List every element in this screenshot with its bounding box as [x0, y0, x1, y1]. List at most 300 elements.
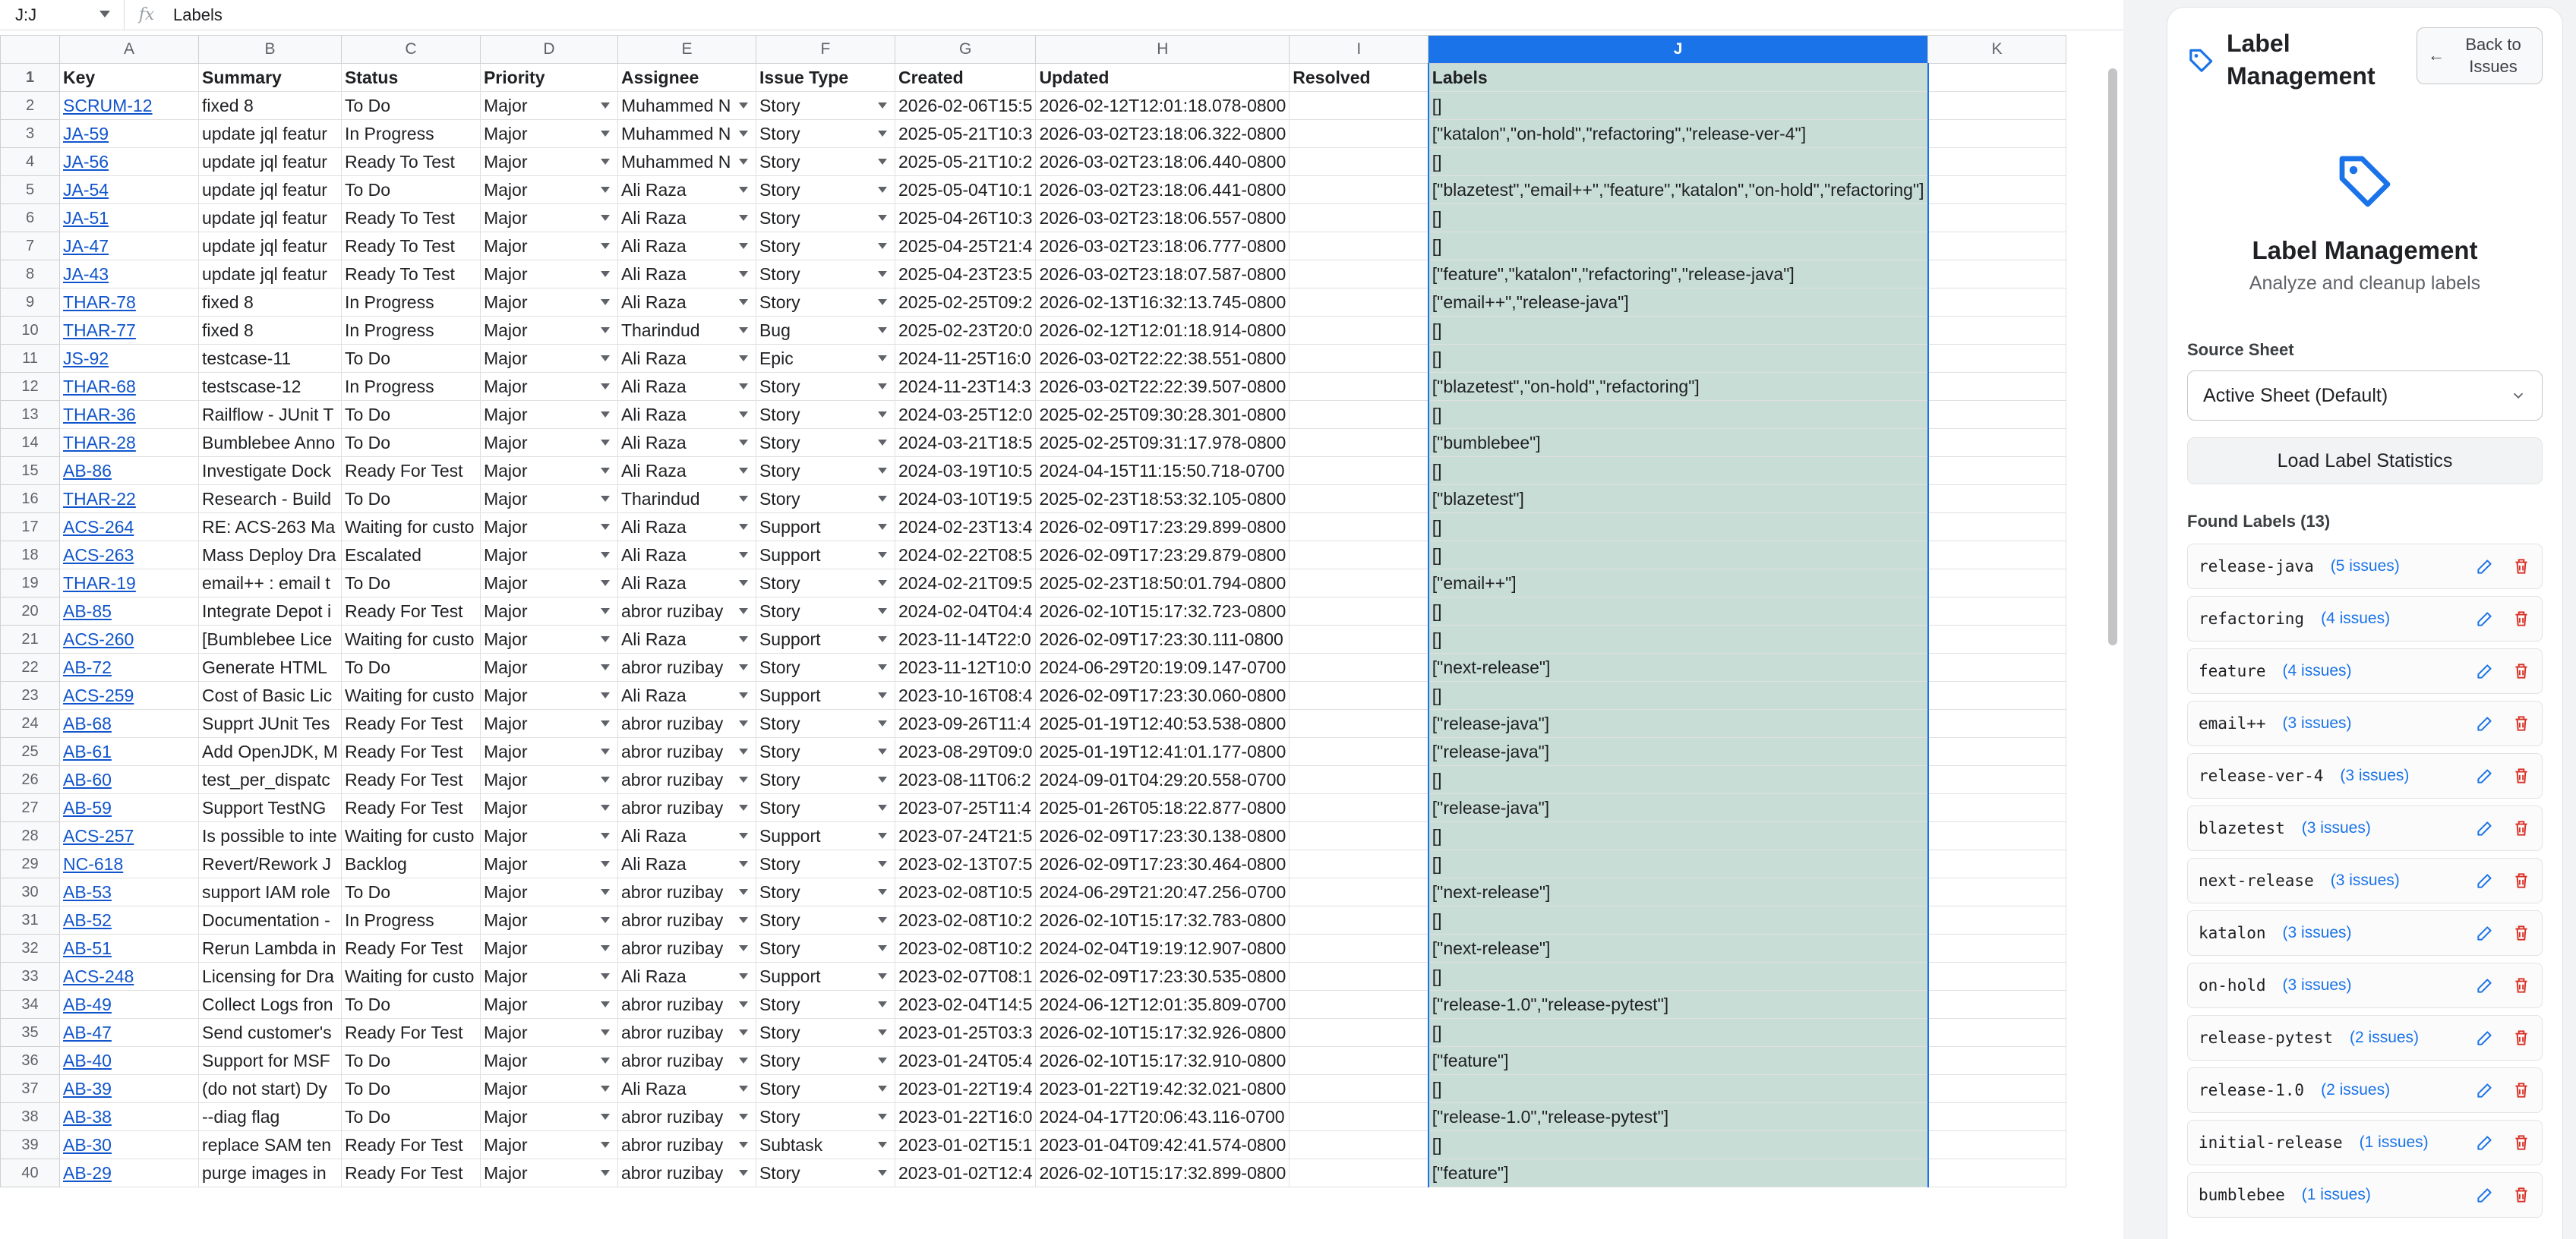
row-number[interactable]: 4	[1, 148, 60, 176]
cell[interactable]: Major	[480, 738, 617, 766]
cell[interactable]: update jql featur	[199, 232, 342, 260]
cell[interactable]: ["release-java"]	[1428, 738, 1928, 766]
cell[interactable]: ["blazetest"]	[1428, 485, 1928, 513]
cell[interactable]	[1928, 429, 2066, 457]
cell[interactable]	[1928, 513, 2066, 541]
trash-icon[interactable]	[2510, 922, 2533, 944]
cell[interactable]: 2026-03-02T23:18:07.587-0800	[1036, 260, 1290, 288]
cell[interactable]: Major	[480, 1019, 617, 1047]
cell[interactable]: Ali Raza	[617, 541, 756, 569]
label-issue-count[interactable]: (1 issues)	[2359, 1133, 2429, 1152]
cell[interactable]: 2024-09-01T04:29:20.558-0700	[1036, 766, 1290, 794]
cell[interactable]: Revert/Rework J	[199, 850, 342, 878]
cell[interactable]	[1290, 738, 1428, 766]
issue-key-link[interactable]: AB-40	[60, 1047, 199, 1075]
cell[interactable]	[1928, 232, 2066, 260]
cell[interactable]	[1290, 485, 1428, 513]
cell[interactable]: Story	[756, 569, 895, 597]
cell[interactable]: Ali Raza	[617, 513, 756, 541]
cell[interactable]: Story	[756, 850, 895, 878]
cell[interactable]	[1290, 766, 1428, 794]
cell[interactable]	[1290, 401, 1428, 429]
column-header-k[interactable]: K	[1928, 36, 2066, 64]
trash-icon[interactable]	[2510, 817, 2533, 840]
cell[interactable]: Ready To Test	[341, 148, 480, 176]
cell[interactable]: Rerun Lambda in	[199, 935, 342, 963]
cell[interactable]: Issue Type	[756, 64, 895, 92]
cell[interactable]: support IAM role	[199, 878, 342, 906]
row-number[interactable]: 11	[1, 345, 60, 373]
cell[interactable]: Ali Raza	[617, 429, 756, 457]
cell[interactable]	[1928, 457, 2066, 485]
cell[interactable]: 2025-05-04T10:1	[895, 176, 1035, 204]
cell[interactable]: []	[1428, 541, 1928, 569]
cell[interactable]	[1928, 654, 2066, 682]
cell[interactable]: Story	[756, 373, 895, 401]
cell[interactable]: Story	[756, 738, 895, 766]
row-number[interactable]: 22	[1, 654, 60, 682]
issue-key-link[interactable]: AB-86	[60, 457, 199, 485]
cell[interactable]	[1290, 120, 1428, 148]
cell[interactable]: Ali Raza	[617, 401, 756, 429]
cell[interactable]	[1928, 204, 2066, 232]
row-number[interactable]: 29	[1, 850, 60, 878]
cell[interactable]: 2024-04-15T11:15:50.718-0700	[1036, 457, 1290, 485]
cell[interactable]: In Progress	[341, 120, 480, 148]
cell[interactable]: testcase-11	[199, 345, 342, 373]
cell[interactable]: 2023-08-29T09:0	[895, 738, 1035, 766]
edit-icon[interactable]	[2473, 1026, 2496, 1049]
cell[interactable]: 2024-03-21T18:5	[895, 429, 1035, 457]
cell[interactable]	[1290, 878, 1428, 906]
cell[interactable]: Story	[756, 92, 895, 120]
cell[interactable]: Major	[480, 1103, 617, 1131]
cell[interactable]: 2024-04-17T20:06:43.116-0700	[1036, 1103, 1290, 1131]
cell[interactable]: 2026-03-02T22:22:39.507-0800	[1036, 373, 1290, 401]
cell[interactable]: 2026-02-13T16:32:13.745-0800	[1036, 288, 1290, 317]
row-number[interactable]: 7	[1, 232, 60, 260]
issue-key-link[interactable]: AB-47	[60, 1019, 199, 1047]
row-number[interactable]: 36	[1, 1047, 60, 1075]
label-issue-count[interactable]: (3 issues)	[2301, 819, 2371, 837]
column-header-e[interactable]: E	[617, 36, 756, 64]
cell[interactable]: Status	[341, 64, 480, 92]
cell[interactable]: fixed 8	[199, 92, 342, 120]
cell[interactable]: test_per_dispatc	[199, 766, 342, 794]
cell[interactable]: fixed 8	[199, 288, 342, 317]
cell[interactable]: Ali Raza	[617, 373, 756, 401]
cell[interactable]	[1290, 429, 1428, 457]
cell[interactable]: Research - Build	[199, 485, 342, 513]
cell[interactable]: ["next-release"]	[1428, 654, 1928, 682]
cell[interactable]	[1290, 1047, 1428, 1075]
cell[interactable]: Muhammed N	[617, 92, 756, 120]
cell[interactable]	[1290, 682, 1428, 710]
cell[interactable]: Ready To Test	[341, 232, 480, 260]
cell[interactable]	[1928, 991, 2066, 1019]
cell[interactable]: 2026-02-09T17:23:29.879-0800	[1036, 541, 1290, 569]
edit-icon[interactable]	[2473, 922, 2496, 944]
cell[interactable]: Story	[756, 457, 895, 485]
row-number[interactable]: 15	[1, 457, 60, 485]
cell[interactable]: To Do	[341, 991, 480, 1019]
cell[interactable]: 2023-01-22T19:4	[895, 1075, 1035, 1103]
cell[interactable]	[1290, 288, 1428, 317]
issue-key-link[interactable]: ACS-257	[60, 822, 199, 850]
cell[interactable]: Ali Raza	[617, 457, 756, 485]
label-issue-count[interactable]: (5 issues)	[2330, 557, 2400, 575]
row-number[interactable]: 28	[1, 822, 60, 850]
cell[interactable]: ["feature"]	[1428, 1159, 1928, 1187]
issue-key-link[interactable]: ACS-264	[60, 513, 199, 541]
vertical-scrollbar[interactable]	[2108, 68, 2117, 645]
cell[interactable]: Major	[480, 260, 617, 288]
cell[interactable]: Major	[480, 1047, 617, 1075]
cell[interactable]: To Do	[341, 1047, 480, 1075]
cell[interactable]: ["feature","katalon","refactoring","release-java"]	[1428, 260, 1928, 288]
cell[interactable]: Bug	[756, 317, 895, 345]
cell[interactable]	[1928, 1047, 2066, 1075]
issue-key-link[interactable]: ACS-260	[60, 626, 199, 654]
cell[interactable]: Story	[756, 991, 895, 1019]
cell[interactable]: Major	[480, 345, 617, 373]
cell[interactable]: Support	[756, 682, 895, 710]
cell[interactable]: 2023-09-26T11:4	[895, 710, 1035, 738]
cell[interactable]	[1290, 991, 1428, 1019]
cell[interactable]: Escalated	[341, 541, 480, 569]
cell[interactable]	[1290, 963, 1428, 991]
trash-icon[interactable]	[2510, 869, 2533, 892]
cell[interactable]: Ready For Test	[341, 457, 480, 485]
cell[interactable]: Major	[480, 1159, 617, 1187]
cell[interactable]: Story	[756, 1103, 895, 1131]
label-issue-count[interactable]: (3 issues)	[2282, 714, 2352, 733]
cell[interactable]: Ready For Test	[341, 1159, 480, 1187]
cell[interactable]: (do not start) Dy	[199, 1075, 342, 1103]
cell[interactable]	[1928, 597, 2066, 626]
row-number[interactable]: 32	[1, 935, 60, 963]
cell[interactable]: 2026-02-09T17:23:30.464-0800	[1036, 850, 1290, 878]
cell[interactable]: 2026-02-10T15:17:32.723-0800	[1036, 597, 1290, 626]
cell[interactable]: Major	[480, 541, 617, 569]
cell[interactable]: 2023-11-14T22:0	[895, 626, 1035, 654]
cell[interactable]	[1290, 148, 1428, 176]
cell[interactable]: Major	[480, 120, 617, 148]
cell[interactable]	[1928, 1075, 2066, 1103]
row-number[interactable]: 24	[1, 710, 60, 738]
cell[interactable]	[1290, 457, 1428, 485]
trash-icon[interactable]	[2510, 712, 2533, 735]
cell[interactable]	[1290, 92, 1428, 120]
cell[interactable]: Major	[480, 1075, 617, 1103]
cell[interactable]: []	[1428, 766, 1928, 794]
cell[interactable]: 2023-01-22T16:0	[895, 1103, 1035, 1131]
cell[interactable]: Major	[480, 850, 617, 878]
cell[interactable]: Ready For Test	[341, 794, 480, 822]
cell[interactable]: email++ : email t	[199, 569, 342, 597]
cell[interactable]: Story	[756, 1075, 895, 1103]
cell[interactable]	[1928, 794, 2066, 822]
cell[interactable]: 2026-03-02T23:18:06.322-0800	[1036, 120, 1290, 148]
cell[interactable]: Story	[756, 878, 895, 906]
cell[interactable]: Story	[756, 260, 895, 288]
issue-key-link[interactable]: AB-61	[60, 738, 199, 766]
cell[interactable]: Ready To Test	[341, 204, 480, 232]
cell[interactable]: Major	[480, 766, 617, 794]
cell[interactable]: ["release-1.0","release-pytest"]	[1428, 991, 1928, 1019]
back-to-issues-button[interactable]: ← Back to Issues	[2417, 27, 2543, 84]
row-number[interactable]: 33	[1, 963, 60, 991]
issue-key-link[interactable]: AB-52	[60, 906, 199, 935]
cell[interactable]	[1290, 317, 1428, 345]
cell[interactable]: Major	[480, 878, 617, 906]
cell[interactable]: Story	[756, 429, 895, 457]
cell[interactable]: 2025-02-23T18:53:32.105-0800	[1036, 485, 1290, 513]
row-number[interactable]: 38	[1, 1103, 60, 1131]
issue-key-link[interactable]: AB-72	[60, 654, 199, 682]
trash-icon[interactable]	[2510, 1131, 2533, 1154]
cell[interactable]: 2025-02-25T09:31:17.978-0800	[1036, 429, 1290, 457]
cell[interactable]	[1928, 288, 2066, 317]
cell[interactable]: fixed 8	[199, 317, 342, 345]
cell[interactable]	[1928, 682, 2066, 710]
cell[interactable]: abror ruzibay	[617, 710, 756, 738]
issue-key-link[interactable]: THAR-28	[60, 429, 199, 457]
cell[interactable]: 2024-02-04T04:4	[895, 597, 1035, 626]
issue-key-link[interactable]: ACS-259	[60, 682, 199, 710]
cell[interactable]: 2026-03-02T23:18:06.441-0800	[1036, 176, 1290, 204]
cell[interactable]: []	[1428, 513, 1928, 541]
cell[interactable]: Major	[480, 682, 617, 710]
row-number[interactable]: 30	[1, 878, 60, 906]
issue-key-link[interactable]: JA-43	[60, 260, 199, 288]
cell[interactable]: Muhammed N	[617, 148, 756, 176]
row-number[interactable]: 40	[1, 1159, 60, 1187]
cell[interactable]	[1928, 148, 2066, 176]
cell[interactable]: Story	[756, 401, 895, 429]
cell[interactable]: []	[1428, 597, 1928, 626]
cell[interactable]	[1290, 597, 1428, 626]
cell[interactable]	[1290, 1075, 1428, 1103]
cell[interactable]: In Progress	[341, 317, 480, 345]
cell[interactable]	[1928, 935, 2066, 963]
cell[interactable]: Labels	[1428, 64, 1928, 92]
cell[interactable]: []	[1428, 963, 1928, 991]
cell[interactable]: Major	[480, 991, 617, 1019]
cell[interactable]	[1290, 176, 1428, 204]
cell[interactable]: []	[1428, 822, 1928, 850]
cell[interactable]: 2026-02-09T17:23:30.138-0800	[1036, 822, 1290, 850]
cell[interactable]: In Progress	[341, 288, 480, 317]
row-number[interactable]: 27	[1, 794, 60, 822]
cell[interactable]: []	[1428, 204, 1928, 232]
cell[interactable]: Support for MSF	[199, 1047, 342, 1075]
row-number[interactable]: 17	[1, 513, 60, 541]
cell[interactable]: To Do	[341, 1103, 480, 1131]
cell[interactable]: 2024-03-19T10:5	[895, 457, 1035, 485]
cell[interactable]	[1290, 906, 1428, 935]
cell[interactable]: Ready For Test	[341, 597, 480, 626]
issue-key-link[interactable]: JA-56	[60, 148, 199, 176]
edit-icon[interactable]	[2473, 1131, 2496, 1154]
cell[interactable]: 2023-02-07T08:1	[895, 963, 1035, 991]
cell[interactable]	[1928, 850, 2066, 878]
cell[interactable]: []	[1428, 1075, 1928, 1103]
cell[interactable]: Story	[756, 204, 895, 232]
cell[interactable]	[1928, 1131, 2066, 1159]
edit-icon[interactable]	[2473, 712, 2496, 735]
cell[interactable]: Generate HTML	[199, 654, 342, 682]
cell[interactable]: Investigate Dock	[199, 457, 342, 485]
cell[interactable]: 2023-07-24T21:5	[895, 822, 1035, 850]
column-header-d[interactable]: D	[480, 36, 617, 64]
cell[interactable]: []	[1428, 457, 1928, 485]
cell[interactable]: 2026-02-09T17:23:30.060-0800	[1036, 682, 1290, 710]
cell[interactable]: To Do	[341, 1075, 480, 1103]
cell[interactable]: Ready For Test	[341, 766, 480, 794]
cell[interactable]: Ali Raza	[617, 288, 756, 317]
cell[interactable]: Licensing for Dra	[199, 963, 342, 991]
cell[interactable]: []	[1428, 148, 1928, 176]
row-number[interactable]: 5	[1, 176, 60, 204]
cell[interactable]: Story	[756, 935, 895, 963]
cell[interactable]: testscase-12	[199, 373, 342, 401]
cell[interactable]: []	[1428, 850, 1928, 878]
cell[interactable]: 2025-05-21T10:3	[895, 120, 1035, 148]
cell[interactable]	[1928, 569, 2066, 597]
row-number[interactable]: 3	[1, 120, 60, 148]
cell[interactable]: 2024-03-10T19:5	[895, 485, 1035, 513]
cell[interactable]	[1290, 1131, 1428, 1159]
cell[interactable]	[1928, 401, 2066, 429]
cell[interactable]: Major	[480, 654, 617, 682]
cell[interactable]: Waiting for custo	[341, 963, 480, 991]
cell[interactable]: Assignee	[617, 64, 756, 92]
cell[interactable]: []	[1428, 345, 1928, 373]
cell[interactable]: 2024-02-21T09:5	[895, 569, 1035, 597]
cell[interactable]: ["release-1.0","release-pytest"]	[1428, 1103, 1928, 1131]
cell[interactable]: Waiting for custo	[341, 626, 480, 654]
cell[interactable]: Major	[480, 317, 617, 345]
cell[interactable]: Tharindud	[617, 317, 756, 345]
cell[interactable]: Support	[756, 822, 895, 850]
cell[interactable]: 2023-02-08T10:5	[895, 878, 1035, 906]
edit-icon[interactable]	[2473, 1079, 2496, 1102]
label-issue-count[interactable]: (3 issues)	[2282, 924, 2352, 942]
column-header-j[interactable]: J	[1428, 36, 1928, 64]
cell[interactable]: Story	[756, 1019, 895, 1047]
cell[interactable]: Summary	[199, 64, 342, 92]
cell[interactable]: Story	[756, 710, 895, 738]
row-number[interactable]: 26	[1, 766, 60, 794]
cell[interactable]: --diag flag	[199, 1103, 342, 1131]
row-number[interactable]: 1	[1, 64, 60, 92]
cell[interactable]: 2026-03-02T23:18:06.777-0800	[1036, 232, 1290, 260]
cell[interactable]: update jql featur	[199, 260, 342, 288]
cell[interactable]: 2025-04-23T23:5	[895, 260, 1035, 288]
cell[interactable]: abror ruzibay	[617, 906, 756, 935]
cell[interactable]: To Do	[341, 401, 480, 429]
cell[interactable]: Major	[480, 569, 617, 597]
cell[interactable]: []	[1428, 401, 1928, 429]
cell[interactable]	[1928, 626, 2066, 654]
edit-icon[interactable]	[2473, 817, 2496, 840]
cell[interactable]: Subtask	[756, 1131, 895, 1159]
issue-key-link[interactable]: AB-85	[60, 597, 199, 626]
column-header-f[interactable]: F	[756, 36, 895, 64]
edit-icon[interactable]	[2473, 974, 2496, 997]
issue-key-link[interactable]: AB-60	[60, 766, 199, 794]
cell[interactable]: Collect Logs fron	[199, 991, 342, 1019]
cell[interactable]: Major	[480, 288, 617, 317]
issue-key-link[interactable]: AB-30	[60, 1131, 199, 1159]
cell[interactable]: Muhammed N	[617, 120, 756, 148]
cell[interactable]: Waiting for custo	[341, 513, 480, 541]
cell[interactable]: ["blazetest","email++","feature","katalon","on-hold","refactoring"]	[1428, 176, 1928, 204]
cell[interactable]: Ready For Test	[341, 1019, 480, 1047]
label-issue-count[interactable]: (1 issues)	[2301, 1186, 2371, 1204]
cell[interactable]: Ali Raza	[617, 850, 756, 878]
cell[interactable]	[1290, 569, 1428, 597]
cell[interactable]	[1290, 1159, 1428, 1187]
cell[interactable]: []	[1428, 626, 1928, 654]
cell[interactable]: Major	[480, 204, 617, 232]
cell[interactable]: To Do	[341, 654, 480, 682]
source-sheet-select[interactable]: Active Sheet (Default)	[2187, 370, 2543, 421]
cell[interactable]: 2023-02-13T07:5	[895, 850, 1035, 878]
cell[interactable]: Story	[756, 597, 895, 626]
cell[interactable]: Major	[480, 457, 617, 485]
label-issue-count[interactable]: (2 issues)	[2350, 1029, 2420, 1047]
cell[interactable]: []	[1428, 232, 1928, 260]
cell[interactable]: [Bumblebee Lice	[199, 626, 342, 654]
cell[interactable]: To Do	[341, 92, 480, 120]
cell[interactable]: Story	[756, 485, 895, 513]
edit-icon[interactable]	[2473, 869, 2496, 892]
cell[interactable]	[1290, 710, 1428, 738]
trash-icon[interactable]	[2510, 607, 2533, 630]
issue-key-link[interactable]: THAR-78	[60, 288, 199, 317]
cell[interactable]: Cost of Basic Lic	[199, 682, 342, 710]
column-header-h[interactable]: H	[1036, 36, 1290, 64]
cell[interactable]	[1928, 738, 2066, 766]
cell[interactable]: 2024-02-04T19:19:12.907-0800	[1036, 935, 1290, 963]
row-number[interactable]: 35	[1, 1019, 60, 1047]
cell[interactable]	[1928, 345, 2066, 373]
trash-icon[interactable]	[2510, 1079, 2533, 1102]
row-number[interactable]: 37	[1, 1075, 60, 1103]
cell[interactable]	[1290, 794, 1428, 822]
cell[interactable]: Support	[756, 963, 895, 991]
cell[interactable]	[1928, 963, 2066, 991]
cell[interactable]: 2023-11-12T10:0	[895, 654, 1035, 682]
row-number[interactable]: 23	[1, 682, 60, 710]
row-number[interactable]: 21	[1, 626, 60, 654]
issue-key-link[interactable]: AB-38	[60, 1103, 199, 1131]
cell[interactable]: Story	[756, 120, 895, 148]
cell[interactable]: abror ruzibay	[617, 1019, 756, 1047]
trash-icon[interactable]	[2510, 555, 2533, 578]
issue-key-link[interactable]: JA-51	[60, 204, 199, 232]
cell[interactable]	[1928, 1019, 2066, 1047]
cell[interactable]: Story	[756, 906, 895, 935]
cell[interactable]: replace SAM ten	[199, 1131, 342, 1159]
label-issue-count[interactable]: (2 issues)	[2321, 1081, 2391, 1099]
issue-key-link[interactable]: JS-92	[60, 345, 199, 373]
cell[interactable]: Backlog	[341, 850, 480, 878]
cell[interactable]: Ali Raza	[617, 176, 756, 204]
cell[interactable]	[1928, 260, 2066, 288]
